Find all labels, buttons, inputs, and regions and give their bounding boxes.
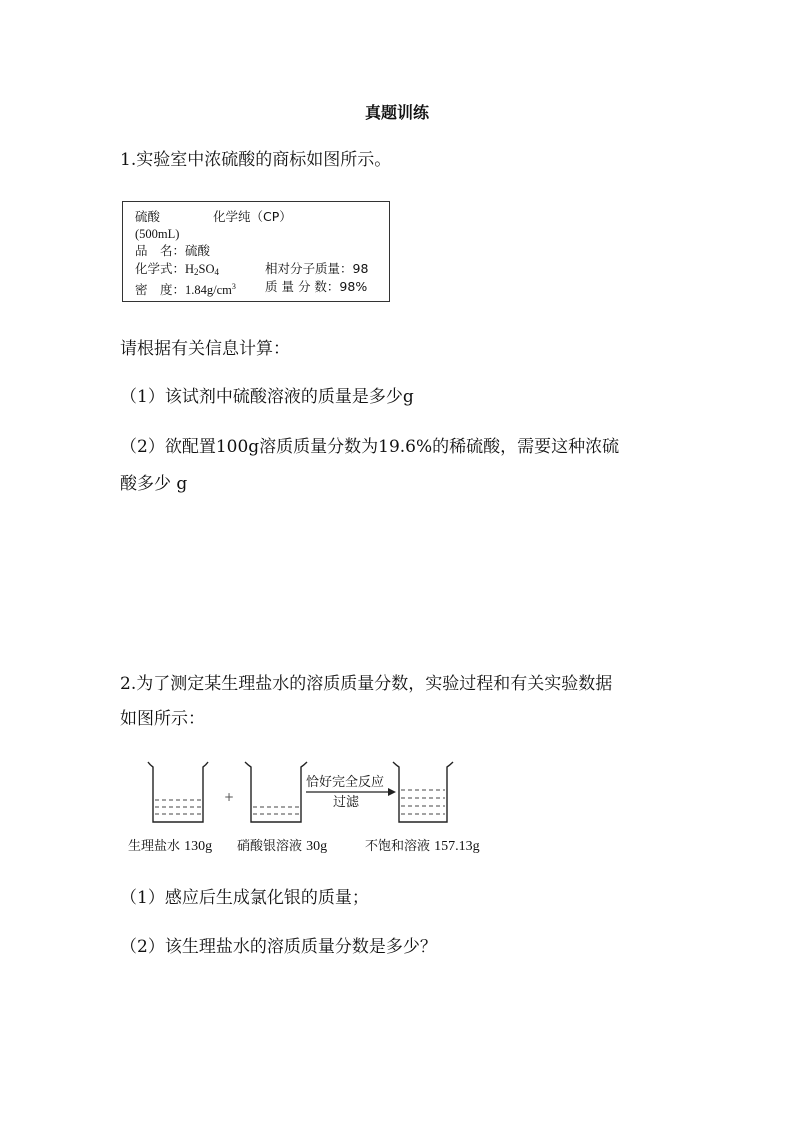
label-product-name: 品 名：硫酸: [135, 243, 211, 258]
beaker-3-caption: [365, 835, 480, 855]
experiment-diagram: [120, 750, 500, 835]
label-density-prefix: 密 度：: [135, 282, 186, 297]
formula-h: H: [185, 262, 195, 276]
q1-sub2-line1: （2）欲配置100g溶质质量分数为19.6%的稀硫酸，需要这种浓硫: [120, 437, 620, 457]
label-volume: (500mL): [135, 227, 180, 241]
label-formula: [135, 261, 219, 280]
beaker-2-amount: 30g: [306, 839, 328, 854]
beaker-3-name: 不饱和溶液: [365, 839, 431, 854]
q2-sub1: （1）感应后生成氯化银的质量；: [120, 888, 369, 908]
beaker-3-amount: 157.13g: [434, 839, 480, 854]
beaker-2: [245, 762, 307, 822]
reaction-arrow-head: [388, 788, 396, 796]
density-value: 1.84g/cm: [185, 283, 232, 297]
beaker-1: [148, 762, 208, 822]
beaker-1-caption: [128, 835, 212, 855]
label-molar-mass: 相对分子质量：98: [265, 261, 369, 276]
label-formula-prefix: 化学式：: [135, 261, 186, 276]
beaker-2-caption: [237, 835, 327, 855]
q2-stem-line2: 如图所示：: [120, 709, 205, 729]
arrow-bottom-label: 过滤: [333, 795, 360, 810]
q1-sub1: （1）该试剂中硫酸溶液的质量是多少g: [120, 387, 414, 407]
beaker-1-amount: 130g: [184, 839, 213, 854]
formula-so-sub: 4: [214, 267, 220, 277]
formula-so: SO: [198, 262, 215, 276]
q2-stem-line1: 2.为了测定某生理盐水的溶质质量分数，实验过程和有关实验数据: [120, 674, 613, 694]
label-density: [135, 279, 236, 298]
formula-h-sub: 2: [194, 267, 199, 277]
q2-sub2: （2）该生理盐水的溶质质量分数是多少？: [120, 937, 437, 957]
label-grade: 化学纯（CP）: [213, 209, 292, 224]
plus-sign: +: [224, 790, 235, 804]
density-sup: 3: [231, 282, 236, 291]
q1-sub2-line2: 酸多少 g: [120, 474, 188, 494]
beaker-1-name: 生理盐水: [128, 839, 181, 854]
q1-prompt: 请根据有关信息计算：: [120, 339, 290, 359]
label-name-short: 硫酸: [135, 209, 161, 224]
label-mass-fraction: 质 量 分 数：98%: [265, 279, 368, 294]
beaker-3: [393, 762, 453, 822]
beaker-2-name: 硝酸银溶液: [237, 839, 303, 854]
page-title: 真题训练: [364, 103, 429, 122]
arrow-top-label: 恰好完全反应: [306, 775, 385, 790]
acid-label-box: [122, 201, 390, 302]
q1-stem: 1.实验室中浓硫酸的商标如图所示。: [120, 150, 392, 170]
